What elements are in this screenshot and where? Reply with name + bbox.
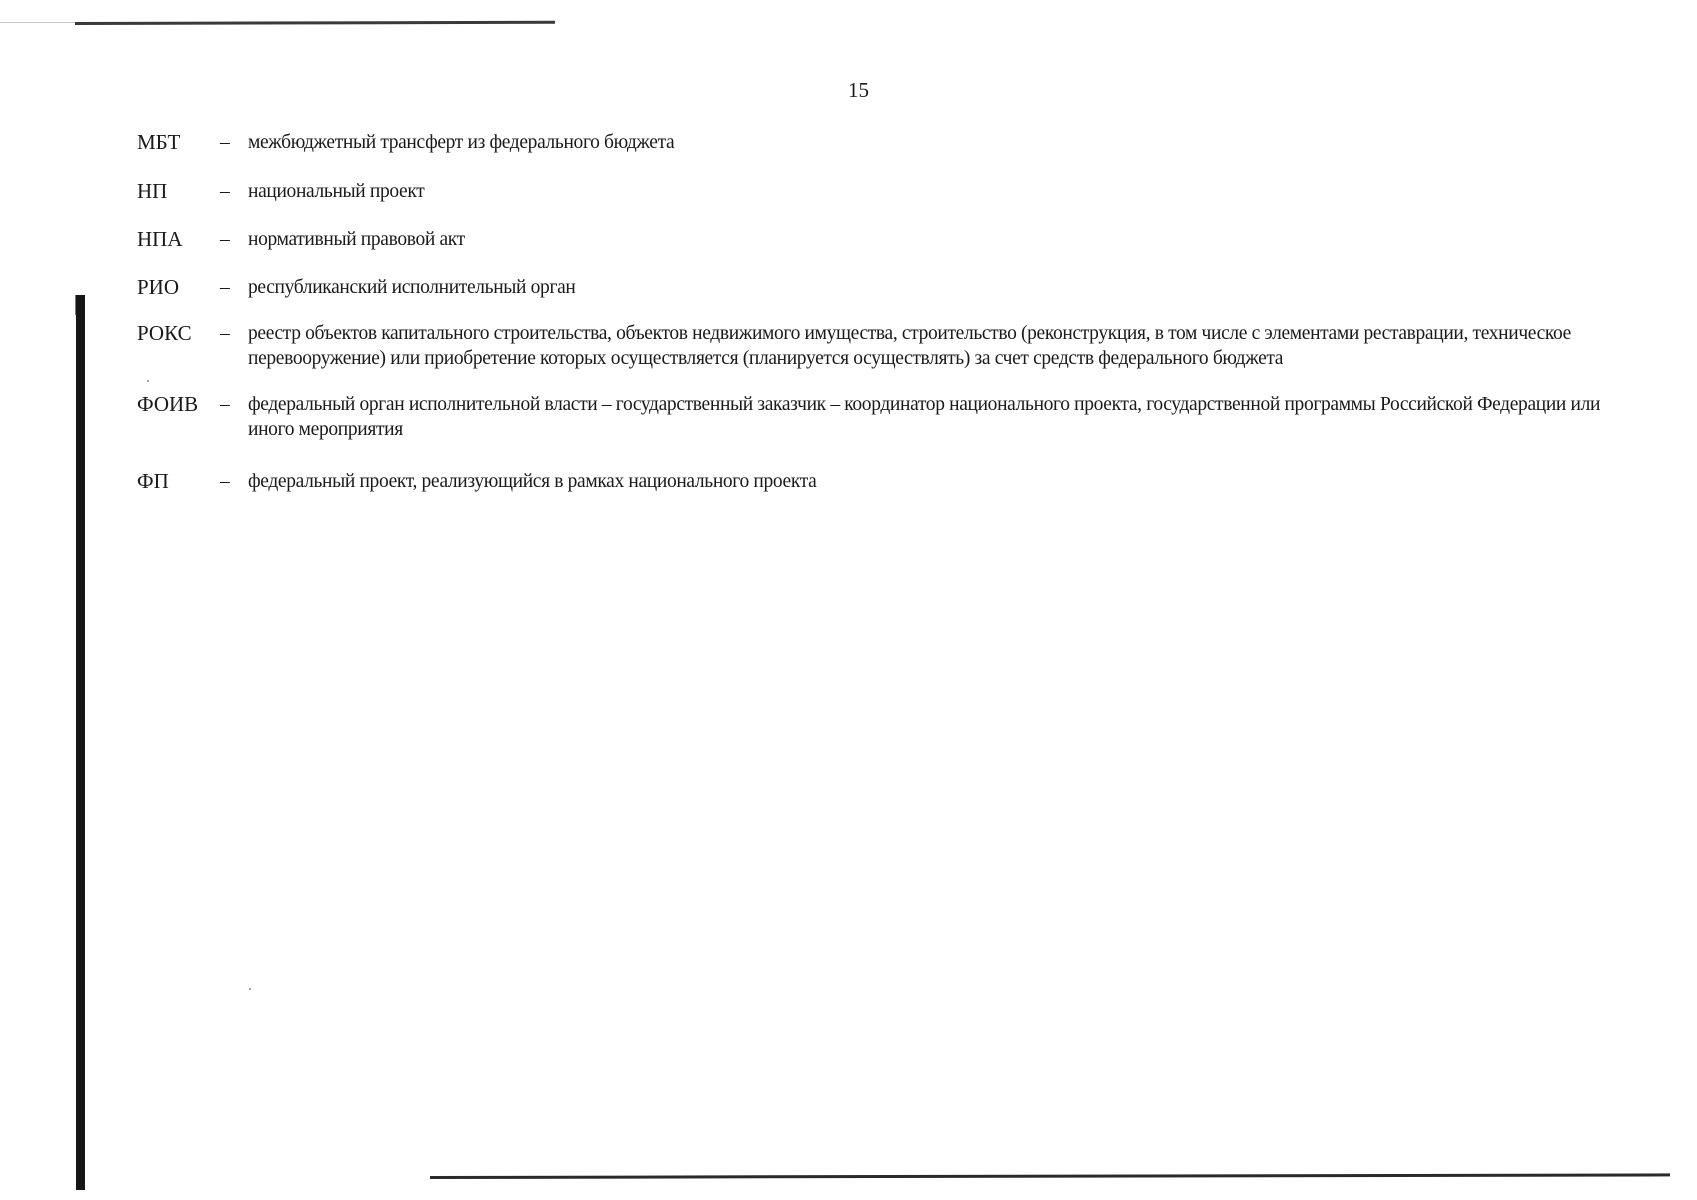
abbreviation-definition: федеральный проект, реализующийся в рамках национального проекта bbox=[248, 471, 817, 492]
scan-border-left-edge bbox=[75, 295, 76, 315]
abbreviation-row bbox=[137, 179, 1627, 204]
abbreviation-term: МБТ bbox=[137, 130, 181, 154]
abbreviation-row bbox=[137, 392, 1627, 442]
abbreviation-row bbox=[137, 130, 1627, 155]
abbreviation-row bbox=[137, 227, 1627, 252]
abbreviation-dash: – bbox=[220, 471, 230, 492]
abbreviation-term: РИО bbox=[137, 275, 180, 299]
page-number: 15 bbox=[848, 78, 869, 102]
abbreviation-dash: – bbox=[220, 323, 230, 344]
abbreviation-list bbox=[137, 130, 1627, 494]
abbreviation-row bbox=[137, 469, 1627, 494]
abbreviation-term: РОКС bbox=[137, 321, 192, 345]
abbreviation-definition: республиканский исполнительный орган bbox=[248, 277, 576, 298]
abbreviation-term: НПА bbox=[137, 227, 183, 251]
abbreviation-dash: – bbox=[220, 132, 230, 153]
abbreviation-definition: нормативный правовой акт bbox=[248, 229, 465, 250]
abbreviation-term: ФП bbox=[137, 469, 169, 493]
abbreviation-term: ФОИВ bbox=[137, 392, 199, 416]
speck bbox=[249, 988, 251, 990]
abbreviation-definition: межбюджетный трансферт из федерального бюджета bbox=[248, 132, 675, 153]
abbreviation-dash: – bbox=[220, 229, 230, 250]
abbreviation-dash: – bbox=[220, 394, 230, 415]
abbreviation-dash: – bbox=[220, 181, 230, 202]
abbreviation-definition: национальный проект bbox=[248, 181, 425, 202]
abbreviation-definition: федеральный орган исполнительной власти – государственный заказчик – координатор национального проекта, государственной программы Российской Федерации или иного мероприятия bbox=[248, 394, 1601, 440]
scan-border-left bbox=[76, 295, 85, 1190]
scan-line-top bbox=[75, 21, 555, 25]
abbreviation-definition: реестр объектов капитального строительства, объектов недвижимого имущества, строительство (реконструкция, в том числе с элементами реставрации, техническое перевооружение) или приобретение которых осуществляется (планируется осуществлять) за счет средств федерального бюджета bbox=[248, 323, 1571, 369]
abbreviation-row bbox=[137, 321, 1627, 371]
abbreviation-row bbox=[137, 275, 1627, 300]
scan-line-bottom bbox=[430, 1173, 1670, 1179]
abbreviation-term: НП bbox=[137, 179, 168, 203]
scan-line-top-faint bbox=[0, 22, 75, 23]
abbreviation-dash: – bbox=[220, 277, 230, 298]
